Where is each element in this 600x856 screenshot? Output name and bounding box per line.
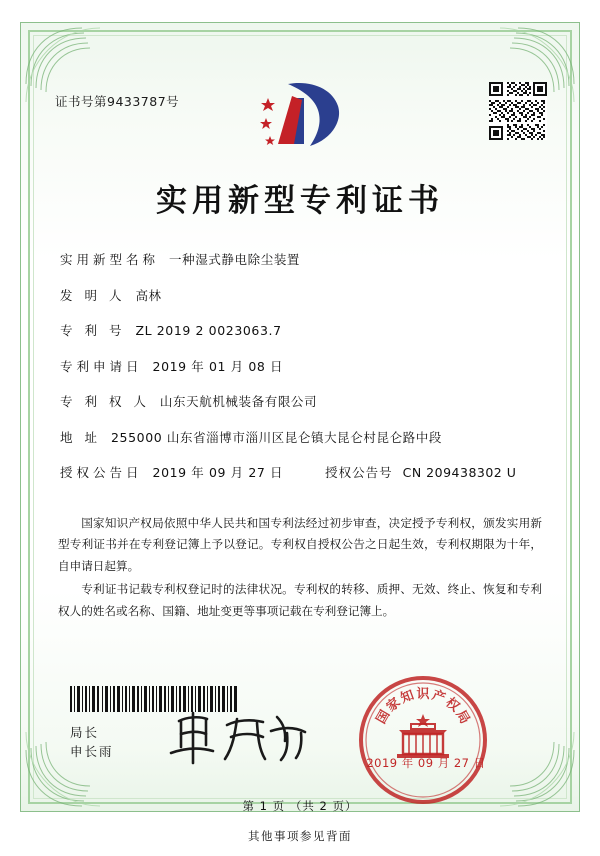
field-row-application-date (60, 357, 540, 375)
field-label: 专 利 号 (60, 323, 126, 338)
field-value-secondary: CN 209438302 U (402, 465, 517, 480)
field-label: 专 利 权 人 (60, 394, 150, 409)
certificate-number: 证书号第9433787号 (55, 94, 180, 109)
field-value: 2019 年 09 月 27 日 (152, 465, 284, 480)
field-row-inventor (60, 286, 540, 304)
legal-paragraph-2: 专利证书记载专利权登记时的法律状况。专利权的转移、质押、无效、终止、恢复和专利权人的姓名或名称、国籍、地址变更等事项记载在专利登记簿上。 (58, 582, 542, 618)
handwritten-signature-icon (165, 707, 315, 769)
field-label: 授权公告日 (60, 465, 143, 480)
field-label: 发 明 人 (60, 287, 126, 303)
signatory-name: 申长雨 (70, 744, 114, 760)
field-value: ZL 2019 2 0023063.7 (135, 323, 282, 338)
cnipa-logo-icon (258, 78, 344, 152)
signature-block (70, 723, 114, 762)
official-seal-icon (355, 672, 491, 808)
field-row-patentee (60, 392, 540, 410)
signatory-title: 局长 (70, 725, 100, 740)
legal-paragraph-1: 国家知识产权局依照中华人民共和国专利法经过初步审查，决定授予专利权，颁发实用新型专利证书并在专利登记簿上予以登记。专利权自授权公告之日起生效，专利权期限为十年，自申请日起算。 (58, 516, 542, 573)
svg-text:局: 局 (452, 707, 473, 727)
field-value: 一种湿式静电除尘装置 (169, 252, 301, 267)
field-value: 山东天航机械装备有限公司 (159, 394, 318, 409)
qr-code-icon (489, 82, 547, 140)
svg-text:权: 权 (442, 695, 463, 716)
svg-text:国: 国 (373, 707, 394, 727)
svg-text:知: 知 (398, 687, 417, 707)
svg-text:产: 产 (429, 687, 448, 707)
field-row-name (60, 250, 540, 268)
field-label-secondary: 授权公告号 (325, 465, 393, 480)
page-title: 实用新型专利证书 (156, 183, 444, 219)
field-label: 专利申请日 (60, 358, 143, 374)
field-row-address (60, 428, 540, 446)
field-list (60, 250, 540, 499)
field-label: 地 址 (60, 429, 101, 445)
seal-date: 2019 年 09 月 27 日 (366, 756, 486, 770)
field-row-patent-number (60, 321, 540, 339)
legal-text (58, 513, 542, 624)
field-value: 255000 山东省淄博市淄川区昆仑镇大昆仑村昆仑路中段 (110, 429, 442, 445)
svg-text:家: 家 (383, 695, 404, 716)
page-number: 第 1 页 （共 2 页） (242, 799, 358, 813)
field-value: 高林 (135, 287, 162, 303)
field-value: 2019 年 01 月 08 日 (152, 358, 284, 374)
footer-note: 其他事项参见背面 (248, 829, 352, 843)
field-row-grant (60, 463, 540, 481)
field-label: 实用新型名称 (60, 252, 160, 267)
svg-text:识: 识 (416, 687, 430, 702)
